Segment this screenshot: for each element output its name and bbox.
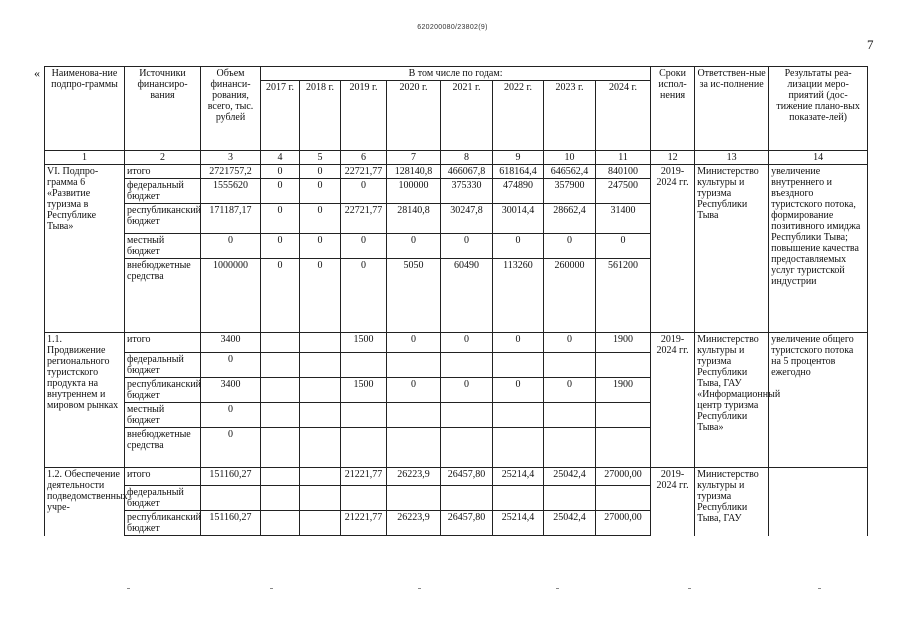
- funding-source: местный бюджет: [125, 234, 201, 259]
- year-value-cell: 1500: [341, 333, 387, 353]
- year-value-cell: 27000,00: [596, 511, 651, 536]
- table-row: [45, 333, 868, 353]
- scan-mark: [270, 588, 273, 589]
- subprogram-name: 1.1. Продвижение регионального туристского продукта на внутреннем и мировом рынках: [45, 333, 125, 468]
- total-volume-cell: 0: [201, 234, 261, 259]
- total-volume-cell: 0: [201, 353, 261, 378]
- year-value-cell: [300, 403, 341, 428]
- year-value-cell: 0: [261, 165, 300, 179]
- year-value-cell: 25042,4: [544, 468, 596, 486]
- responsible-party: Министерство культуры и туризма Республики Тыва, ГАУ: [695, 468, 769, 536]
- year-value-cell: [544, 428, 596, 468]
- implementation-result: увеличение общего туристского потока на 5 процентов ежегодно: [769, 333, 868, 468]
- column-number: 1: [45, 151, 125, 165]
- total-volume-cell: 0: [201, 403, 261, 428]
- year-value-cell: 474890: [493, 179, 544, 204]
- column-number: 11: [596, 151, 651, 165]
- year-value-cell: [300, 511, 341, 536]
- year-value-cell: 28140,8: [387, 204, 441, 234]
- column-number: 2: [125, 151, 201, 165]
- responsible-party: Министерство культуры и туризма Республики Тыва: [695, 165, 769, 333]
- year-value-cell: 26457,80: [441, 511, 493, 536]
- year-value-cell: [300, 468, 341, 486]
- total-volume-cell: 171187,17: [201, 204, 261, 234]
- document-id: 620200080/23802(9): [417, 24, 488, 31]
- year-value-cell: 0: [261, 179, 300, 204]
- year-value-cell: 0: [441, 333, 493, 353]
- year-value-cell: [441, 428, 493, 468]
- year-value-cell: 113260: [493, 259, 544, 333]
- year-value-cell: 0: [341, 259, 387, 333]
- year-value-cell: 0: [261, 204, 300, 234]
- column-number: 3: [201, 151, 261, 165]
- header-sources: Источники финансиро-вания: [125, 67, 201, 151]
- opening-quote-mark: «: [34, 66, 40, 80]
- scan-mark: [688, 588, 691, 589]
- year-value-cell: [341, 403, 387, 428]
- scan-mark: [127, 588, 130, 589]
- header-year: 2024 г.: [596, 81, 651, 151]
- year-value-cell: [261, 353, 300, 378]
- total-volume-cell: 3400: [201, 333, 261, 353]
- header-results: Результаты реа-лизации меро-приятий (дос-тижение плано-вых показате-лей): [769, 67, 868, 151]
- year-value-cell: 27000,00: [596, 468, 651, 486]
- year-value-cell: [441, 486, 493, 511]
- total-volume-cell: [201, 486, 261, 511]
- year-value-cell: 25042,4: [544, 511, 596, 536]
- year-value-cell: [441, 353, 493, 378]
- year-value-cell: [341, 428, 387, 468]
- year-value-cell: 0: [300, 204, 341, 234]
- total-volume-cell: 151160,27: [201, 468, 261, 486]
- header-by-years: В том числе по годам:: [261, 67, 651, 81]
- year-value-cell: 0: [441, 378, 493, 403]
- scan-mark: [556, 588, 559, 589]
- column-number-row: [45, 151, 868, 165]
- year-value-cell: 0: [493, 234, 544, 259]
- year-value-cell: 1500: [341, 378, 387, 403]
- year-value-cell: 618164,4: [493, 165, 544, 179]
- year-value-cell: 0: [300, 234, 341, 259]
- year-value-cell: 0: [441, 234, 493, 259]
- funding-source: республиканский бюджет: [125, 204, 201, 234]
- year-value-cell: [261, 468, 300, 486]
- funding-source: внебюджетные средства: [125, 428, 201, 468]
- year-value-cell: [300, 428, 341, 468]
- year-value-cell: 128140,8: [387, 165, 441, 179]
- header-year: 2019 г.: [341, 81, 387, 151]
- year-value-cell: [596, 353, 651, 378]
- year-value-cell: 0: [261, 259, 300, 333]
- implementation-result: увеличение внутреннего и въездного туристского потока, формирование позитивного имиджа Республики Тыва; повышение качества предоставляемых услуг туристской индустрии: [769, 165, 868, 333]
- total-volume-cell: 0: [201, 428, 261, 468]
- year-value-cell: 26457,80: [441, 468, 493, 486]
- funding-source: местный бюджет: [125, 403, 201, 428]
- funding-source: внебюджетные средства: [125, 259, 201, 333]
- year-value-cell: 21221,77: [341, 468, 387, 486]
- year-value-cell: 26223,9: [387, 468, 441, 486]
- year-value-cell: [493, 428, 544, 468]
- year-value-cell: 0: [300, 259, 341, 333]
- header-responsible: Ответствен-ные за ис-полнение: [695, 67, 769, 151]
- year-value-cell: 0: [341, 179, 387, 204]
- year-value-cell: 22721,77: [341, 204, 387, 234]
- column-number: 4: [261, 151, 300, 165]
- year-value-cell: 375330: [441, 179, 493, 204]
- year-value-cell: 60490: [441, 259, 493, 333]
- total-volume-cell: 2721757,2: [201, 165, 261, 179]
- funding-source: республиканский бюджет: [125, 378, 201, 403]
- year-value-cell: 840100: [596, 165, 651, 179]
- year-value-cell: [544, 353, 596, 378]
- funding-source: республиканский бюджет: [125, 511, 201, 536]
- column-number: 9: [493, 151, 544, 165]
- funding-source: итого: [125, 333, 201, 353]
- year-value-cell: [387, 486, 441, 511]
- year-value-cell: 646562,4: [544, 165, 596, 179]
- year-value-cell: [341, 353, 387, 378]
- year-value-cell: 0: [300, 179, 341, 204]
- header-year: 2020 г.: [387, 81, 441, 151]
- year-value-cell: 31400: [596, 204, 651, 234]
- year-value-cell: [261, 378, 300, 403]
- total-volume-cell: 1555620: [201, 179, 261, 204]
- column-number: 7: [387, 151, 441, 165]
- column-number: 8: [441, 151, 493, 165]
- year-value-cell: [596, 486, 651, 511]
- execution-term: 2019-2024 гг.: [651, 333, 695, 468]
- year-value-cell: [596, 428, 651, 468]
- year-value-cell: 561200: [596, 259, 651, 333]
- scan-mark: [818, 588, 821, 589]
- year-value-cell: [493, 353, 544, 378]
- year-value-cell: 357900: [544, 179, 596, 204]
- implementation-result: [769, 468, 868, 536]
- year-value-cell: [300, 378, 341, 403]
- year-value-cell: [261, 333, 300, 353]
- execution-term: 2019-2024 гг.: [651, 468, 695, 536]
- year-value-cell: [544, 403, 596, 428]
- scan-mark: [418, 588, 421, 589]
- year-value-cell: 0: [387, 378, 441, 403]
- header-year: 2018 г.: [300, 81, 341, 151]
- year-value-cell: 25214,4: [493, 468, 544, 486]
- year-value-cell: 0: [261, 234, 300, 259]
- year-value-cell: 0: [387, 333, 441, 353]
- responsible-party: Министерство культуры и туризма Республики Тыва, ГАУ «Информационный центр туризма Республики Тыва»: [695, 333, 769, 468]
- year-value-cell: 0: [341, 234, 387, 259]
- header-year: 2021 г.: [441, 81, 493, 151]
- page-footer-marks: [0, 588, 905, 598]
- year-value-cell: 5050: [387, 259, 441, 333]
- financing-table: [44, 66, 868, 536]
- year-value-cell: 0: [300, 165, 341, 179]
- year-value-cell: [387, 428, 441, 468]
- year-value-cell: [300, 333, 341, 353]
- year-value-cell: 26223,9: [387, 511, 441, 536]
- execution-term: 2019-2024 гг.: [651, 165, 695, 333]
- year-value-cell: 22721,77: [341, 165, 387, 179]
- header-name: Наименова-ние подпро-граммы: [45, 67, 125, 151]
- table-row: [45, 165, 868, 179]
- year-value-cell: 247500: [596, 179, 651, 204]
- year-value-cell: [387, 353, 441, 378]
- page-number: 7: [867, 37, 874, 52]
- header-year: 2017 г.: [261, 81, 300, 151]
- funding-source: федеральный бюджет: [125, 179, 201, 204]
- year-value-cell: 0: [544, 234, 596, 259]
- year-value-cell: 100000: [387, 179, 441, 204]
- year-value-cell: [544, 486, 596, 511]
- year-value-cell: [261, 486, 300, 511]
- subprogram-name: 1.2. Обеспечение деятельности подведомственных учре-: [45, 468, 125, 536]
- year-value-cell: [261, 403, 300, 428]
- year-value-cell: [300, 353, 341, 378]
- year-value-cell: 260000: [544, 259, 596, 333]
- header-terms: Сроки испол-нения: [651, 67, 695, 151]
- header-year: 2022 г.: [493, 81, 544, 151]
- header-year: 2023 г.: [544, 81, 596, 151]
- column-number: 10: [544, 151, 596, 165]
- funding-source: федеральный бюджет: [125, 353, 201, 378]
- year-value-cell: [341, 486, 387, 511]
- year-value-cell: 0: [544, 378, 596, 403]
- total-volume-cell: 151160,27: [201, 511, 261, 536]
- column-number: 13: [695, 151, 769, 165]
- year-value-cell: [493, 403, 544, 428]
- total-volume-cell: 3400: [201, 378, 261, 403]
- year-value-cell: 30014,4: [493, 204, 544, 234]
- year-value-cell: 21221,77: [341, 511, 387, 536]
- year-value-cell: [300, 486, 341, 511]
- year-value-cell: 30247,8: [441, 204, 493, 234]
- year-value-cell: [261, 428, 300, 468]
- column-number: 14: [769, 151, 868, 165]
- year-value-cell: 466067,8: [441, 165, 493, 179]
- year-value-cell: 1900: [596, 333, 651, 353]
- year-value-cell: 0: [387, 234, 441, 259]
- year-value-cell: 0: [493, 333, 544, 353]
- year-value-cell: [493, 486, 544, 511]
- column-number: 5: [300, 151, 341, 165]
- year-value-cell: 0: [544, 333, 596, 353]
- year-value-cell: [441, 403, 493, 428]
- year-value-cell: [261, 511, 300, 536]
- funding-source: итого: [125, 165, 201, 179]
- header-row: [45, 67, 868, 81]
- table-row: [45, 468, 868, 486]
- header-volume: Объем финанси-рования, всего, тыс. рублей: [201, 67, 261, 151]
- year-value-cell: 0: [596, 234, 651, 259]
- column-number: 6: [341, 151, 387, 165]
- column-number: 12: [651, 151, 695, 165]
- funding-source: итого: [125, 468, 201, 486]
- year-value-cell: 0: [493, 378, 544, 403]
- year-value-cell: 28662,4: [544, 204, 596, 234]
- total-volume-cell: 1000000: [201, 259, 261, 333]
- funding-source: федеральный бюджет: [125, 486, 201, 511]
- year-value-cell: [596, 403, 651, 428]
- year-value-cell: 25214,4: [493, 511, 544, 536]
- year-value-cell: 1900: [596, 378, 651, 403]
- year-value-cell: [387, 403, 441, 428]
- subprogram-name: VI. Подпро-грамма 6 «Развитие туризма в Республике Тыва»: [45, 165, 125, 333]
